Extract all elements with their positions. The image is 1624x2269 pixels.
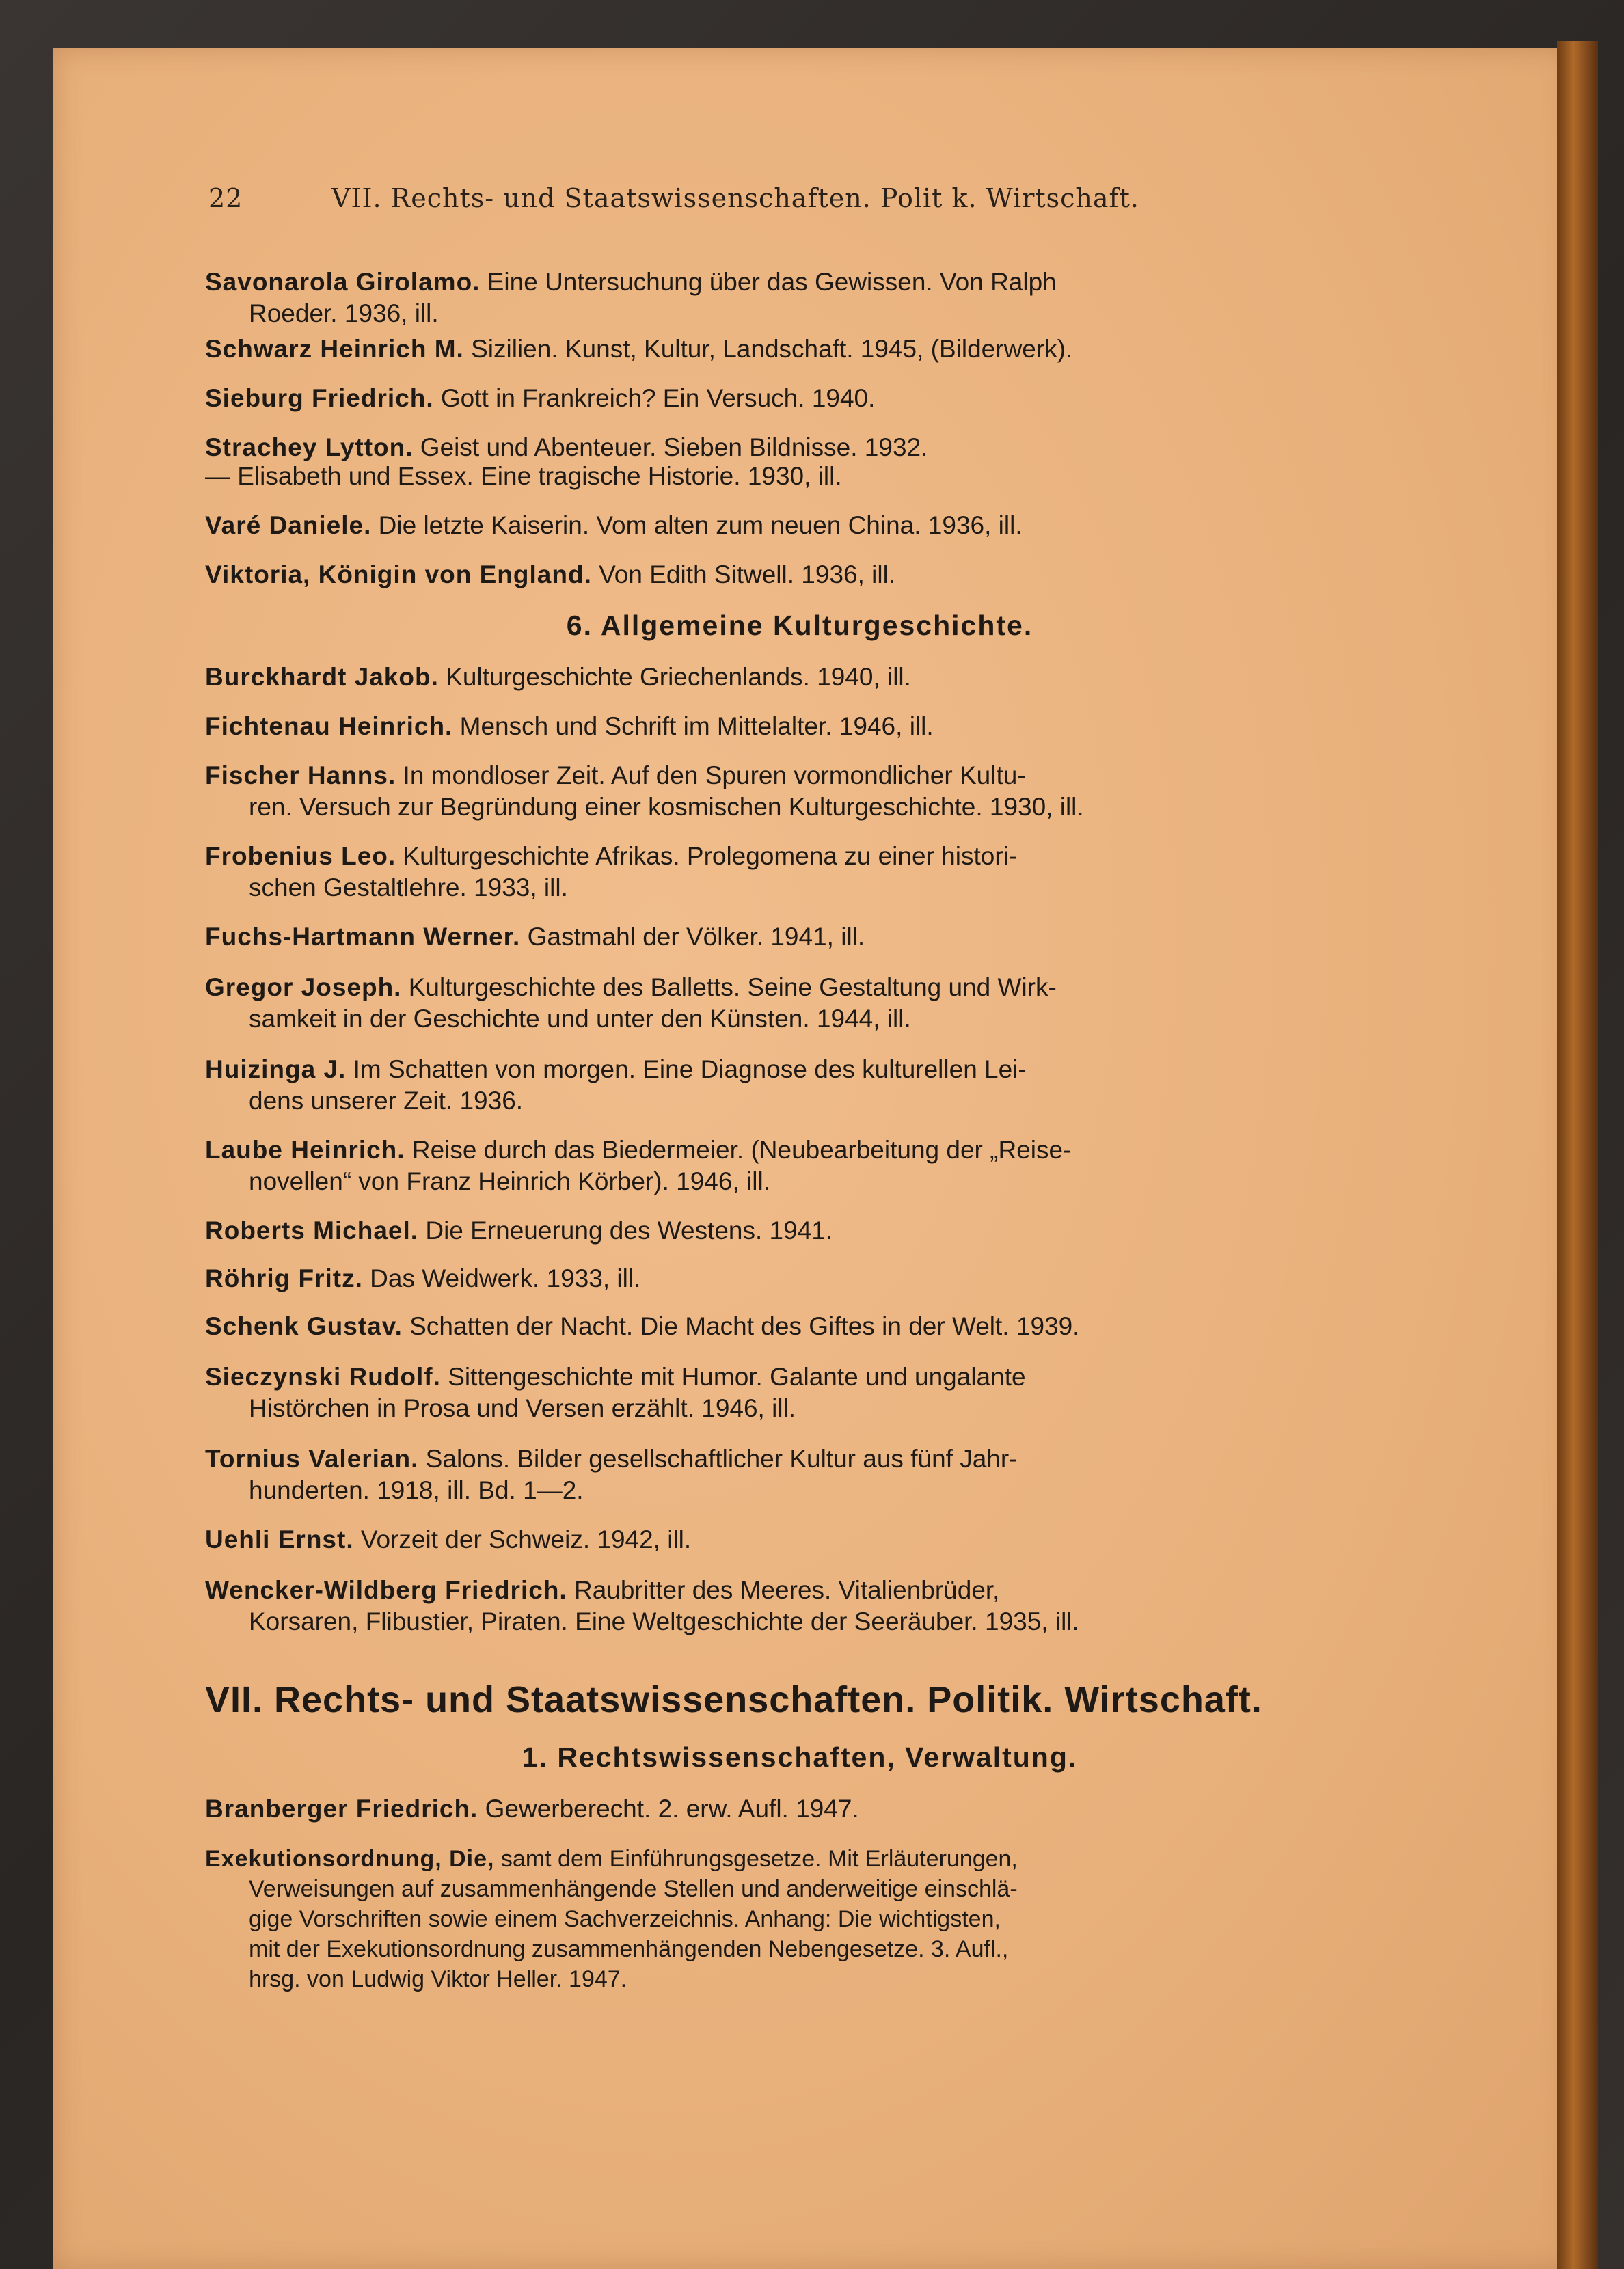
entry-author: Fichtenau Heinrich. [205, 712, 453, 740]
bib-entry [205, 334, 1394, 365]
entry-continuation: novellen“ von Franz Heinrich Körber). 1946, ill. [249, 1167, 770, 1195]
entry-text: Raubritter des Meeres. Vitalienbrüder, [567, 1576, 1000, 1604]
header-title: VII. Rechts- und Staatswissenschaften. Polit k. Wirtschaft. [331, 183, 1139, 213]
entry-text: Kulturgeschichte Griechenlands. 1940, ill. [438, 663, 911, 691]
entry-continuation: ren. Versuch zur Begründung einer kosmischen Kulturgeschichte. 1930, ill. [249, 793, 1084, 821]
entry-text: Die letzte Kaiserin. Vom alten zum neuen China. 1936, ill. [371, 511, 1023, 539]
running-header [208, 183, 1398, 213]
entry-author: Wencker-Wildberg Friedrich. [205, 1576, 567, 1604]
entry-continuation: dens unserer Zeit. 1936. [249, 1087, 524, 1115]
entry-text: Im Schatten von morgen. Eine Diagnose des kulturellen Lei- [346, 1055, 1027, 1083]
bib-entry [205, 1793, 1394, 1825]
entry-author: Schwarz Heinrich M. [205, 335, 464, 363]
bib-entry [205, 1263, 1394, 1294]
entry-author: Huizinga J. [205, 1055, 347, 1083]
entry-text: Kulturgeschichte des Balletts. Seine Gestaltung und Wirk- [401, 973, 1057, 1001]
bib-entry [205, 1215, 1394, 1247]
bib-entry [205, 1134, 1394, 1197]
entry-author: Schenk Gustav. [205, 1312, 403, 1340]
entry-continuation: mit der Exekutionsordnung zusammenhängenden Nebengesetze. 3. Aufl., [249, 1936, 1009, 1962]
entry-text: Gastmahl der Völker. 1941, ill. [520, 923, 865, 951]
entry-author: Burckhardt Jakob. [205, 663, 439, 691]
bib-entry [205, 1575, 1394, 1638]
entry-author: Röhrig Fritz. [205, 1264, 363, 1292]
entry-text: Sittengeschichte mit Humor. Galante und ungalante [440, 1363, 1026, 1391]
bib-entry [205, 1844, 1394, 1994]
entry-continuation: hunderten. 1918, ill. Bd. 1—2. [249, 1476, 584, 1504]
entry-author: Fuchs-Hartmann Werner. [205, 923, 521, 951]
entry-author: Sieburg Friedrich. [205, 384, 434, 412]
bib-entry [205, 662, 1394, 693]
entry-continuation: Histörchen in Prosa und Versen erzählt. 1946, ill. [249, 1394, 796, 1422]
bib-entry [205, 461, 1394, 492]
bib-entry [205, 1054, 1394, 1117]
entry-text: Das Weidwerk. 1933, ill. [362, 1264, 641, 1292]
entry-author: Tornius Valerian. [205, 1445, 419, 1473]
section-heading: 6. Allgemeine Kulturgeschichte. [566, 610, 1033, 641]
entry-text: Von Edith Sitwell. 1936, ill. [591, 560, 896, 588]
bib-entry [205, 383, 1394, 414]
bib-entry [205, 559, 1394, 590]
page-number: 22 [208, 183, 243, 213]
entry-author: Frobenius Leo. [205, 842, 396, 870]
entry-text: samt dem Einführungsgesetze. Mit Erläuterungen, [494, 1846, 1018, 1872]
entry-text: Gott in Frankreich? Ein Versuch. 1940. [433, 384, 876, 412]
entry-author: Varé Daniele. [205, 511, 372, 539]
entry-text: Sizilien. Kunst, Kultur, Landschaft. 1945, (Bilderwerk). [463, 335, 1073, 363]
bib-entry [205, 432, 1394, 463]
entry-text: Reise durch das Biedermeier. (Neubearbeitung der „Reise- [405, 1136, 1072, 1164]
entry-continuation: schen Gestaltlehre. 1933, ill. [249, 873, 568, 901]
entry-author: Strachey Lytton. [205, 433, 414, 461]
bib-entry [205, 760, 1394, 823]
entry-continuation: Korsaren, Flibustier, Piraten. Eine Weltgeschichte der Seeräuber. 1935, ill. [249, 1607, 1079, 1635]
chapter-heading: VII. Rechts- und Staatswissenschaften. Politik. Wirtschaft. [205, 1679, 1262, 1720]
bib-entry [205, 921, 1394, 953]
entry-text: Geist und Abenteuer. Sieben Bildnisse. 1932. [413, 433, 928, 461]
entry-author: Roberts Michael. [205, 1217, 419, 1245]
entry-text: Schatten der Nacht. Die Macht des Giftes in der Welt. 1939. [402, 1312, 1080, 1340]
entry-text: In mondloser Zeit. Auf den Spuren vormondlicher Kultu- [396, 761, 1026, 789]
entry-author: Laube Heinrich. [205, 1136, 405, 1164]
entry-author: Branberger Friedrich. [205, 1795, 478, 1823]
entry-author: Exekutionsordnung, Die, [205, 1846, 495, 1872]
entry-text: Gewerberecht. 2. erw. Aufl. 1947. [478, 1795, 859, 1823]
entry-author: Sieczynski Rudolf. [205, 1363, 441, 1391]
entry-text: Die Erneuerung des Westens. 1941. [418, 1217, 833, 1245]
entry-text: Mensch und Schrift im Mittelalter. 1946, ill. [452, 712, 934, 740]
entry-author: Viktoria, Königin von England. [205, 560, 592, 588]
entry-text: — Elisabeth und Essex. Eine tragische Historie. 1930, ill. [205, 462, 842, 490]
bib-entry [205, 972, 1394, 1035]
entry-continuation: Verweisungen auf zusammenhängende Stellen und anderweitige einschlä- [249, 1876, 1018, 1902]
entry-author: Uehli Ernst. [205, 1525, 354, 1553]
entry-author: Gregor Joseph. [205, 973, 402, 1001]
section-heading: 1. Rechtswissenschaften, Verwaltung. [522, 1741, 1078, 1773]
entry-continuation: Roeder. 1936, ill. [249, 299, 439, 327]
entry-continuation: gige Vorschriften sowie einem Sachverzeichnis. Anhang: Die wichtigsten, [249, 1906, 1001, 1932]
entry-text: Salons. Bilder gesellschaftlicher Kultur aus fünf Jahr- [418, 1445, 1018, 1473]
entry-text: Eine Untersuchung über das Gewissen. Von Ralph [480, 268, 1057, 296]
entry-continuation: hrsg. von Ludwig Viktor Heller. 1947. [249, 1966, 627, 1992]
entry-text: Vorzeit der Schweiz. 1942, ill. [353, 1525, 692, 1553]
bib-entry [205, 1311, 1394, 1342]
entry-continuation: samkeit in der Geschichte und unter den Künsten. 1944, ill. [249, 1005, 911, 1033]
bib-entry [205, 510, 1394, 541]
bib-entry [205, 267, 1394, 329]
page-edge [1557, 41, 1598, 2269]
bib-entry [205, 1524, 1394, 1555]
entry-text: Kulturgeschichte Afrikas. Prolegomena zu einer histori- [396, 842, 1018, 870]
bib-entry [205, 841, 1394, 903]
bib-entry [205, 1361, 1394, 1424]
bib-entry [205, 1443, 1394, 1506]
entry-author: Savonarola Girolamo. [205, 268, 481, 296]
bib-entry [205, 711, 1394, 742]
entry-author: Fischer Hanns. [205, 761, 396, 789]
